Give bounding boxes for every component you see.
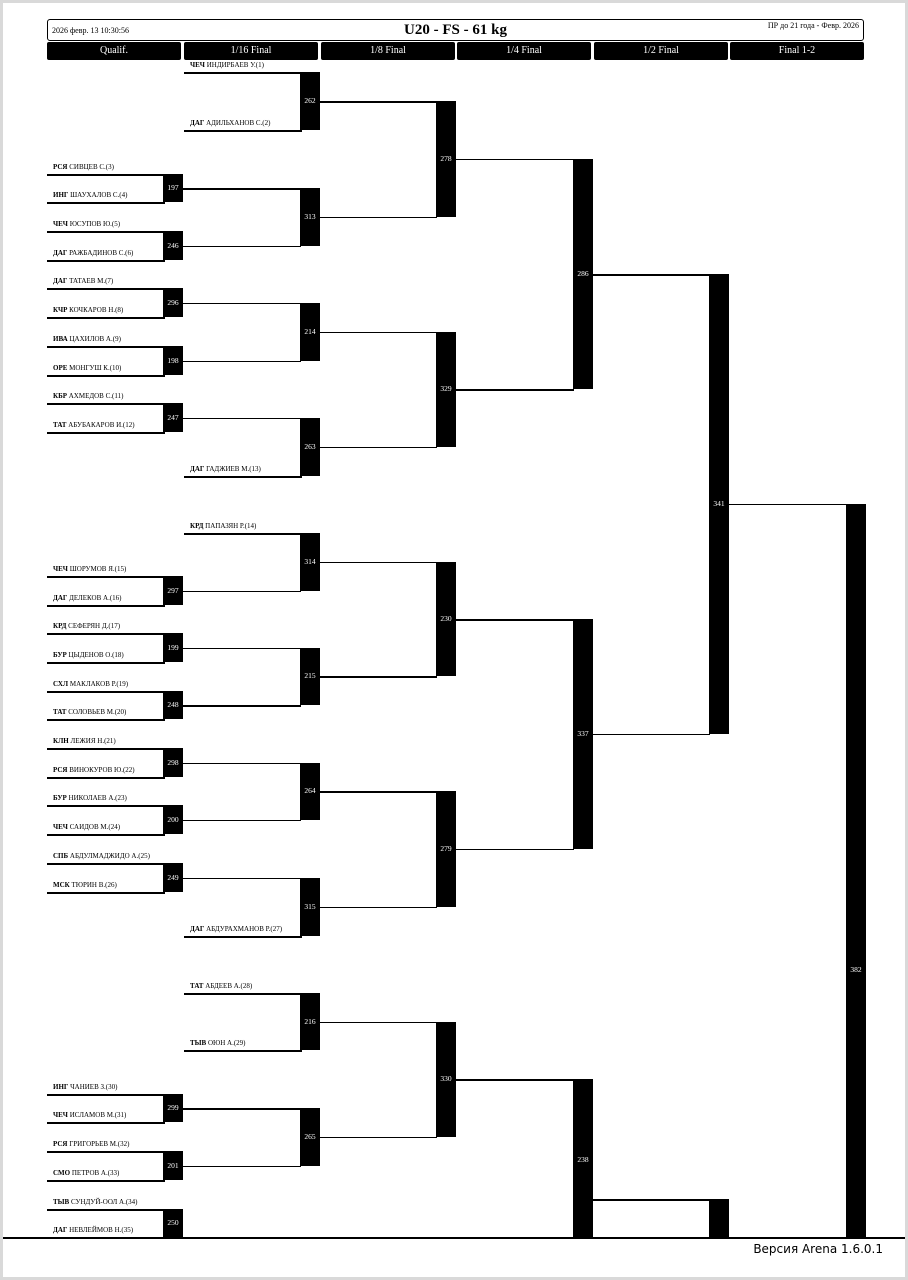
- athlete-fullname: ОЮН А.(29): [206, 1039, 246, 1047]
- athlete-name: [190, 982, 252, 991]
- athlete-fullname: ТЮРИН В.(26): [69, 881, 117, 889]
- athlete-team: РСЯ: [53, 766, 68, 774]
- final-bout-number: 382: [850, 965, 862, 974]
- athlete-fullname: ГАДЖИЕВ М.(13): [204, 465, 261, 473]
- athlete-name: [53, 1169, 119, 1178]
- qualif-bout-number: 297: [167, 585, 179, 595]
- athlete-name: [53, 622, 120, 631]
- athlete-team: ДАГ: [53, 1226, 68, 1234]
- round-header-final: Final 1-2: [730, 42, 864, 60]
- athlete-team: ДАГ: [53, 277, 68, 285]
- r8-bout-number: 330: [440, 1074, 452, 1084]
- r4-bout-number: 337: [577, 728, 589, 738]
- qualif-bout-number: 201: [167, 1160, 179, 1170]
- athlete-team: ЧЕЧ: [53, 220, 68, 228]
- athlete-line: [47, 892, 165, 894]
- bracket-connector: [320, 332, 437, 334]
- qualif-bout-number: 249: [167, 872, 179, 882]
- athlete-fullname: ГРИГОРЬЕВ М.(32): [67, 1140, 130, 1148]
- athlete-line: [184, 936, 302, 938]
- bracket-connector: [320, 562, 437, 564]
- athlete-team: ДАГ: [190, 119, 205, 127]
- bracket-sheet: [3, 3, 905, 1277]
- r16-bout-number: 265: [304, 1131, 316, 1141]
- athlete-fullname: АБДУЛМАДЖИДО А.(25): [68, 852, 150, 860]
- athlete-team: МСК: [53, 881, 70, 889]
- footer-line: [3, 1237, 905, 1239]
- athlete-team: КБР: [53, 392, 67, 400]
- bracket-connector: [183, 246, 301, 248]
- athlete-line: [47, 1151, 165, 1153]
- athlete-line: [47, 317, 165, 319]
- athlete-fullname: СИВЦЕВ С.(3): [67, 163, 114, 171]
- bracket-connector: [456, 159, 574, 161]
- athlete-line: [184, 130, 302, 132]
- athlete-line: [47, 432, 165, 434]
- athlete-line: [47, 633, 165, 635]
- r16-bout-number: 214: [304, 326, 316, 336]
- athlete-fullname: ЧАНИЕВ З.(30): [68, 1083, 118, 1091]
- athlete-line: [184, 533, 302, 535]
- bracket-connector: [320, 447, 437, 449]
- athlete-name: [53, 421, 135, 430]
- athlete-fullname: АБДУРАХМАНОВ Р.(27): [204, 925, 283, 933]
- athlete-line: [47, 805, 165, 807]
- r16-bout-number: 314: [304, 556, 316, 566]
- bracket-connector: [593, 274, 710, 276]
- athlete-fullname: ТАТАЕВ М.(7): [67, 277, 114, 285]
- bracket-connector: [593, 734, 710, 736]
- athlete-team: ДАГ: [53, 594, 68, 602]
- version-label: Версия Arena 1.6.0.1: [753, 1242, 883, 1256]
- r16-bout-number: 216: [304, 1016, 316, 1026]
- athlete-fullname: ИНДИРБАЕВ У.(1): [204, 61, 264, 69]
- athlete-team: ИВА: [53, 335, 68, 343]
- round-header-1-16: 1/16 Final: [184, 42, 318, 60]
- athlete-name: [53, 708, 126, 717]
- athlete-name: [53, 823, 120, 832]
- bracket-connector: [183, 1166, 301, 1168]
- athlete-line: [47, 605, 165, 607]
- athlete-fullname: ИСЛАМОВ М.(31): [67, 1111, 127, 1119]
- bracket-connector: [183, 648, 301, 650]
- r16-bout-number: 315: [304, 901, 316, 911]
- athlete-fullname: МОНГУШ К.(10): [67, 364, 122, 372]
- athlete-fullname: КОЧКАРОВ Н.(8): [67, 306, 124, 314]
- athlete-line: [47, 576, 165, 578]
- qualif-bout-number: 198: [167, 355, 179, 365]
- bracket-connector: [456, 849, 574, 851]
- athlete-team: КЛН: [53, 737, 69, 745]
- athlete-name: [53, 651, 124, 660]
- bracket-connector: [183, 763, 301, 765]
- athlete-line: [47, 260, 165, 262]
- bracket-connector: [320, 1022, 437, 1024]
- athlete-team: СМО: [53, 1169, 71, 1177]
- athlete-name: [53, 392, 123, 401]
- bracket-connector: [183, 1108, 301, 1110]
- bracket-connector: [320, 907, 437, 909]
- r8-bout-number: 278: [440, 153, 452, 163]
- athlete-fullname: НЕВЛЕЙМОВ Н.(35): [67, 1226, 134, 1234]
- athlete-team: РСЯ: [53, 163, 68, 171]
- athlete-name: [53, 1140, 129, 1149]
- athlete-team: ТЫВ: [190, 1039, 207, 1047]
- athlete-name: [53, 249, 133, 258]
- athlete-line: [47, 662, 165, 664]
- bracket-connector: [593, 1199, 710, 1201]
- bracket-connector: [183, 361, 301, 363]
- header-bar: [47, 19, 864, 41]
- bracket-connector: [456, 389, 574, 391]
- athlete-fullname: ШОРУМОВ Я.(15): [67, 565, 127, 573]
- r16-bout-number: 264: [304, 786, 316, 795]
- bracket-connector: [320, 676, 437, 678]
- athlete-line: [47, 777, 165, 779]
- r8-bout-number: 279: [440, 843, 452, 853]
- athlete-team: БУР: [53, 651, 67, 659]
- athlete-fullname: ПАПАЗЯН Р.(14): [203, 522, 257, 530]
- athlete-team: СПБ: [53, 852, 69, 860]
- athlete-name: [53, 306, 123, 315]
- semifinal-bout-number: 341: [713, 498, 725, 508]
- qualif-bout-number: 296: [167, 297, 179, 307]
- athlete-line: [47, 834, 165, 836]
- athlete-team: ЧЕЧ: [53, 565, 68, 573]
- athlete-team: ТАТ: [53, 421, 67, 429]
- r4-bout-number: 238: [577, 1154, 589, 1164]
- athlete-team: ЧЕЧ: [53, 823, 68, 831]
- athlete-name: [53, 794, 127, 803]
- bracket-connector: [183, 303, 301, 305]
- bracket-connector: [183, 705, 301, 707]
- bracket-connector: [183, 820, 301, 822]
- athlete-line: [47, 346, 165, 348]
- final-bout: [846, 504, 866, 1240]
- athlete-name: [53, 737, 116, 746]
- athlete-fullname: ВИНОКУРОВ Ю.(22): [67, 766, 135, 774]
- athlete-fullname: МАКЛАКОВ Р.(19): [68, 680, 129, 688]
- athlete-fullname: ЦАХИЛОВ А.(9): [67, 335, 121, 343]
- athlete-line: [47, 691, 165, 693]
- athlete-fullname: ЦЫДЕНОВ О.(18): [66, 651, 124, 659]
- athlete-name: [53, 766, 135, 775]
- athlete-fullname: СУНДУЙ-ООЛ А.(34): [69, 1198, 138, 1206]
- round-header-1-2: 1/2 Final: [594, 42, 728, 60]
- athlete-line: [184, 72, 302, 74]
- athlete-line: [47, 174, 165, 176]
- athlete-team: ИНГ: [53, 191, 69, 199]
- header-event: ПР до 21 года - Февр. 2026: [767, 21, 859, 30]
- athlete-name: [53, 335, 121, 344]
- athlete-team: ОРЕ: [53, 364, 68, 372]
- athlete-team: ДАГ: [190, 465, 205, 473]
- athlete-name: [53, 1111, 126, 1120]
- r16-bout-number: 215: [304, 671, 316, 681]
- athlete-team: КРД: [53, 622, 67, 630]
- bracket-connector: [729, 504, 847, 506]
- bracket-connector: [456, 1079, 574, 1081]
- bracket-connector: [320, 101, 437, 103]
- qualif-bout-number: 197: [167, 183, 179, 192]
- athlete-fullname: СОЛОВЬЕВ М.(20): [66, 708, 127, 716]
- athlete-fullname: СЕФЕРЯН Д.(17): [66, 622, 121, 630]
- athlete-name: [190, 925, 282, 934]
- athlete-team: ТАТ: [190, 982, 204, 990]
- athlete-name: [53, 565, 126, 574]
- bracket-connector: [183, 418, 301, 420]
- athlete-team: ИНГ: [53, 1083, 69, 1091]
- athlete-fullname: АБДЕЕВ А.(28): [203, 982, 253, 990]
- athlete-line: [47, 1180, 165, 1182]
- athlete-line: [47, 719, 165, 721]
- athlete-name: [190, 522, 256, 531]
- athlete-line: [47, 202, 165, 204]
- qualif-bout-number: 250: [167, 1218, 179, 1227]
- athlete-name: [53, 1198, 138, 1207]
- athlete-line: [47, 748, 165, 750]
- bracket-connector: [183, 591, 301, 593]
- round-header-qualif: Qualif.: [47, 42, 181, 60]
- round-header-1-4: 1/4 Final: [457, 42, 591, 60]
- r4-bout-number: 286: [577, 269, 589, 278]
- athlete-fullname: НИКОЛАЕВ А.(23): [66, 794, 127, 802]
- athlete-team: ДАГ: [190, 925, 205, 933]
- athlete-name: [53, 680, 128, 689]
- athlete-team: КРД: [190, 522, 204, 530]
- athlete-name: [190, 1039, 246, 1048]
- athlete-team: РСЯ: [53, 1140, 68, 1148]
- athlete-line: [47, 863, 165, 865]
- athlete-team: ЧЕЧ: [53, 1111, 68, 1119]
- athlete-line: [184, 476, 302, 478]
- athlete-name: [190, 61, 264, 70]
- athlete-team: КЧР: [53, 306, 68, 314]
- athlete-line: [47, 1094, 165, 1096]
- athlete-fullname: АХМЕДОВ С.(11): [66, 392, 124, 400]
- page-title: U20 - FS - 61 kg: [404, 22, 507, 38]
- header-datetime: 2026 февр. 13 10:30:56: [52, 26, 129, 35]
- qualif-bout-number: 248: [167, 700, 179, 709]
- athlete-line: [47, 1209, 165, 1211]
- athlete-name: [53, 220, 120, 229]
- qualif-bout-number: 200: [167, 814, 179, 824]
- bracket-connector: [320, 791, 437, 793]
- r16-bout-number: 263: [304, 441, 316, 451]
- athlete-name: [53, 277, 113, 286]
- athlete-fullname: ПЕТРОВ А.(33): [70, 1169, 120, 1177]
- athlete-fullname: ШАУХАЛОВ С.(4): [68, 191, 128, 199]
- r16-bout-number: 313: [304, 211, 316, 221]
- round-header-1-8: 1/8 Final: [321, 42, 455, 60]
- qualif-bout-number: 299: [167, 1103, 179, 1112]
- athlete-fullname: АДИЛЬХАНОВ С.(2): [204, 119, 271, 127]
- athlete-team: ТЫВ: [53, 1198, 70, 1206]
- athlete-line: [184, 993, 302, 995]
- athlete-line: [47, 375, 165, 377]
- athlete-name: [53, 1226, 133, 1235]
- athlete-name: [53, 852, 150, 861]
- r8-bout-number: 230: [440, 614, 452, 623]
- qualif-bout-number: 199: [167, 642, 179, 652]
- athlete-fullname: САИДОВ М.(24): [67, 823, 121, 831]
- qualif-bout-number: 246: [167, 240, 179, 250]
- athlete-line: [47, 231, 165, 233]
- athlete-name: [190, 119, 270, 128]
- bracket-connector: [456, 619, 574, 621]
- athlete-team: СХЛ: [53, 680, 69, 688]
- athlete-line: [47, 403, 165, 405]
- athlete-line: [47, 1122, 165, 1124]
- athlete-team: ДАГ: [53, 249, 68, 257]
- athlete-fullname: АБУБАКАРОВ И.(12): [66, 421, 135, 429]
- athlete-fullname: ЮСУПОВ Ю.(5): [67, 220, 121, 228]
- r16-bout-number: 262: [304, 96, 316, 105]
- athlete-team: ЧЕЧ: [190, 61, 205, 69]
- athlete-team: БУР: [53, 794, 67, 802]
- athlete-name: [190, 465, 261, 474]
- athlete-team: ТАТ: [53, 708, 67, 716]
- athlete-name: [53, 191, 127, 200]
- qualif-bout-number: 298: [167, 757, 179, 767]
- bracket-connector: [320, 1137, 437, 1139]
- athlete-fullname: РАЖБАДИНОВ С.(6): [67, 249, 134, 257]
- bracket-connector: [320, 217, 437, 219]
- athlete-fullname: ЛЕЖИЯ Н.(21): [68, 737, 116, 745]
- r8-bout-number: 329: [440, 384, 452, 394]
- athlete-name: [53, 881, 117, 890]
- bracket-connector: [183, 188, 301, 190]
- bracket-connector: [183, 878, 301, 880]
- qualif-bout-number: 247: [167, 412, 179, 422]
- athlete-fullname: ДЕЛЕКОВ А.(16): [67, 594, 122, 602]
- athlete-line: [184, 1050, 302, 1052]
- athlete-name: [53, 364, 121, 373]
- athlete-name: [53, 594, 122, 603]
- athlete-name: [53, 163, 114, 172]
- athlete-name: [53, 1083, 117, 1092]
- athlete-line: [47, 288, 165, 290]
- semifinal-bout: [709, 1199, 729, 1240]
